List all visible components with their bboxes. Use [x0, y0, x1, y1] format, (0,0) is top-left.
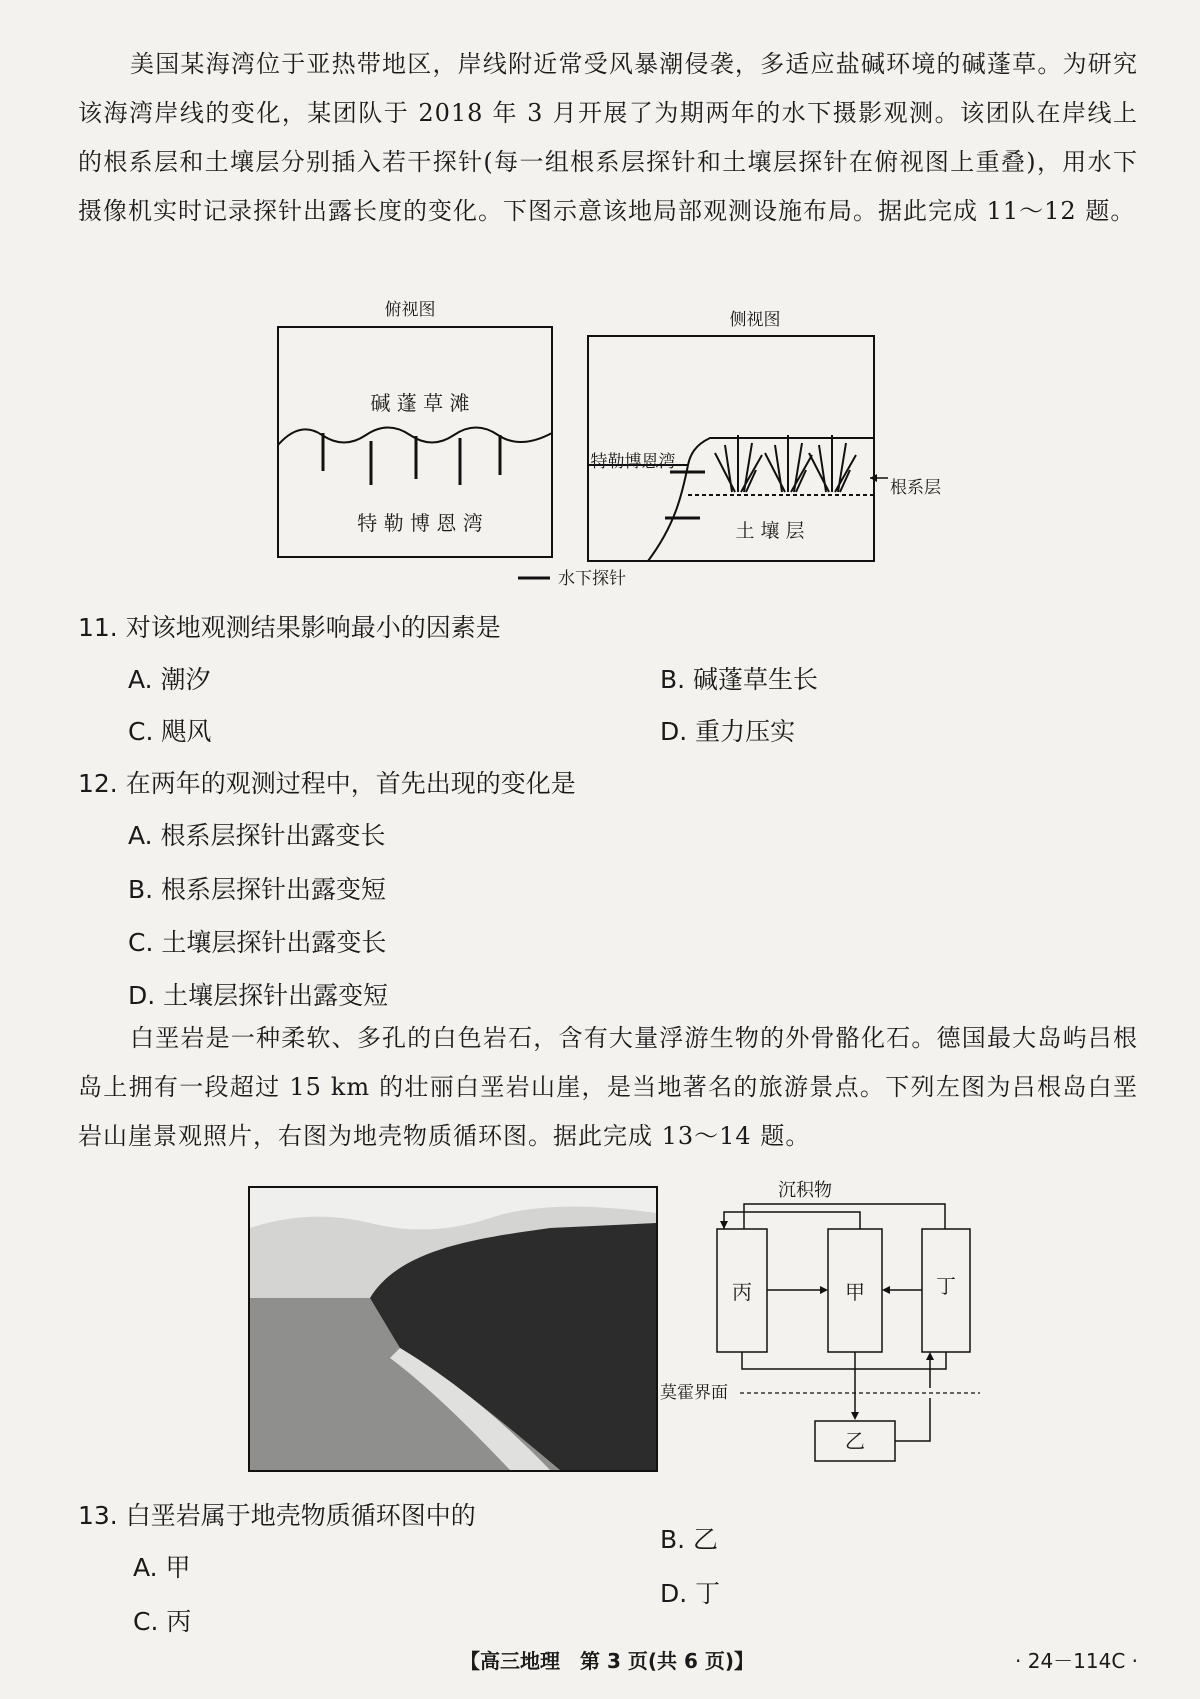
question-11-option-c[interactable]: C. 飓风	[128, 717, 212, 746]
side-view-root-label: 根系层	[890, 478, 941, 498]
chalk-cliff-photo	[248, 1186, 658, 1472]
intro-paragraph-2: 白垩岩是一种柔软、多孔的白色岩石，含有大量浮游生物的外骨骼化石。德国最大岛屿吕根岛上拥有一段超过 15 km 的壮丽白垩岩山崖，是当地著名的旅游景点。下列左图为吕根岛白垩岩山崖景观照片，右图为地壳物质循环图。据此完成 13～14 题。	[78, 1024, 1138, 1150]
side-view-soil-label: 土 壤 层	[735, 520, 805, 542]
top-view-grass-label: 碱 蓬 草 滩	[370, 391, 470, 415]
exam-code: · 24－114C ·	[1015, 1649, 1139, 1673]
question-11-option-a[interactable]: A. 潮汐	[128, 665, 211, 694]
question-12-option-a[interactable]: A. 根系层探针出露变长	[128, 821, 386, 850]
svg-text:丁: 丁	[936, 1274, 956, 1298]
sediment-label: 沉积物	[778, 1180, 832, 1201]
question-13-stem: 13. 白垩岩属于地壳物质循环图中的	[78, 1501, 476, 1530]
side-view-bay-label: 特勒博恩湾	[590, 452, 676, 472]
question-13-option-c[interactable]: C. 丙	[133, 1607, 192, 1636]
svg-text:甲: 甲	[845, 1280, 865, 1304]
question-11-stem: 11. 对该地观测结果影响最小的因素是	[78, 613, 501, 642]
intro-paragraph-1: 美国某海湾位于亚热带地区，岸线附近常受风暴潮侵袭，多适应盐碱环境的碱蓬草。为研究该海湾岸线的变化，某团队于 2018 年 3 月开展了为期两年的水下摄影观测。该团队在岸线上的根系层和土壤层分别插入若干探针(每一组根系层探针和土壤层探针在俯视图上重叠)，用水下摄像机实时记录探针出露长度的变化。下图示意该地局部观测设施布局。据此完成 11～12 题。	[78, 50, 1138, 225]
question-13-option-b[interactable]: B. 乙	[660, 1525, 719, 1554]
question-11-option-d[interactable]: D. 重力压实	[660, 717, 796, 746]
legend-probe-label: 水下探针	[558, 569, 626, 589]
observation-layout-figure	[270, 295, 890, 600]
svg-text:丙: 丙	[732, 1280, 752, 1304]
question-12-stem: 12. 在两年的观测过程中，首先出现的变化是	[78, 769, 576, 798]
side-view-title: 侧视图	[729, 310, 781, 330]
rock-cycle-diagram	[660, 1176, 1000, 1466]
svg-text:乙: 乙	[845, 1429, 865, 1453]
question-11-option-b[interactable]: B. 碱蓬草生长	[660, 665, 819, 694]
question-12-option-b[interactable]: B. 根系层探针出露变短	[128, 875, 387, 904]
top-view-bay-label: 特 勒 博 恩 湾	[357, 511, 483, 535]
page-footer: 【高三地理 第 3 页(共 6 页)】	[460, 1649, 754, 1673]
top-view-title: 俯视图	[384, 300, 436, 320]
moho-label: 莫霍界面	[660, 1383, 728, 1403]
question-13-option-a[interactable]: A. 甲	[133, 1553, 191, 1582]
question-12-option-d[interactable]: D. 土壤层探针出露变短	[128, 981, 389, 1010]
question-12-option-c[interactable]: C. 土壤层探针出露变长	[128, 928, 387, 957]
grass-icon	[715, 435, 856, 492]
question-13-option-d[interactable]: D. 丁	[660, 1579, 721, 1608]
